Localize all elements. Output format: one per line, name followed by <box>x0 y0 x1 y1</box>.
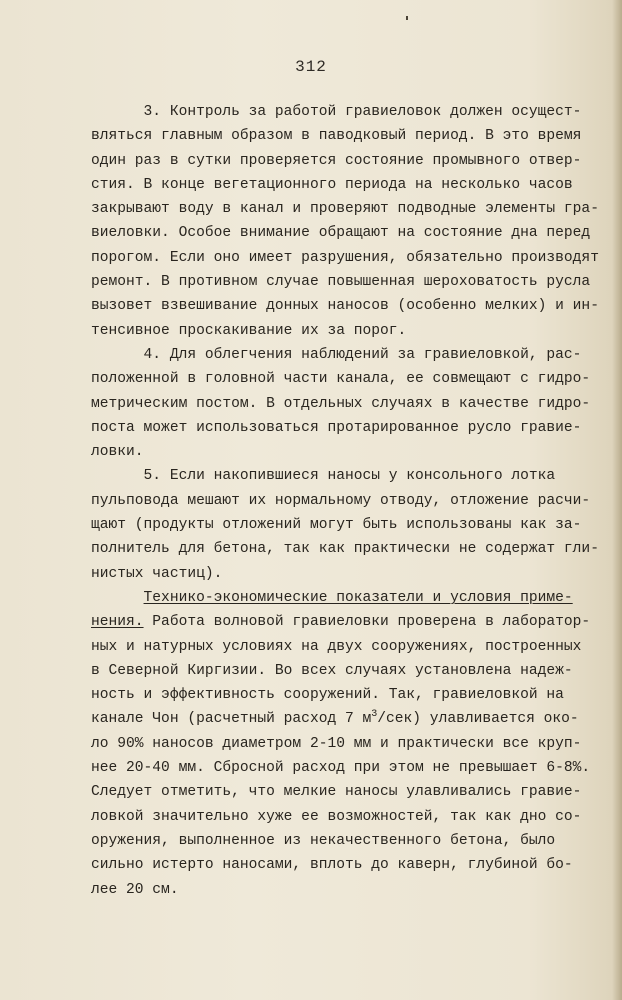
line-text: полнитель для бетона, так как практически не содержат гли- <box>91 541 599 558</box>
line-text: Следует отметить, что мелкие наносы улавливались гравие- <box>91 784 582 801</box>
text-line <box>91 683 601 707</box>
line-text: пульповода мешают их нормальному отводу, отложение расчи- <box>91 492 591 509</box>
page-number: 312 <box>295 58 327 76</box>
line-text: 5. Если накопившиеся наносы у консольного лотка <box>91 468 556 485</box>
line-text: сильно истерто наносами, вплоть до каверн, глубиной бо- <box>91 857 573 874</box>
line-text: порогом. Если оно имеет разрушения, обязательно производят <box>91 249 599 266</box>
line-text: Работа волновой гравиеловки проверена в лаборатор- <box>143 614 591 631</box>
text-line <box>91 464 601 488</box>
line-text: 4. Для облегчения наблюдений за гравиеловкой, рас- <box>91 346 582 363</box>
text-line <box>91 367 601 391</box>
line-text: виеловки. Особое внимание обращают на состояние дна перед <box>91 225 591 242</box>
line-text: нистых частиц). <box>91 565 223 582</box>
text-line <box>91 659 601 683</box>
text-line <box>91 732 601 756</box>
line-text: ремонт. В противном случае повышенная шероховатость русла <box>91 274 591 291</box>
line-text: нее 20-40 мм. Сбросной расход при этом не превышает 6-8%. <box>91 760 591 777</box>
text-line <box>91 294 601 318</box>
paper-speck <box>406 16 408 20</box>
text-line <box>91 343 601 367</box>
text-line <box>91 707 601 731</box>
text-line <box>91 149 601 173</box>
text-line <box>91 878 601 902</box>
line-text: лее 20 см. <box>91 881 179 898</box>
text-line <box>91 610 601 634</box>
line-text: вызовет взвешивание донных наносов (особенно мелких) и ин- <box>91 298 599 315</box>
line-text: стия. В конце вегетационного периода на несколько часов <box>91 176 573 193</box>
line-text: 3. Контроль за работой гравиеловок должен осущест- <box>91 104 582 120</box>
line-text: метрическим постом. В отдельных случаях в качестве гидро- <box>91 395 591 412</box>
text-line <box>91 489 601 513</box>
line-text: щают (продукты отложений могут быть использованы как за- <box>91 517 582 534</box>
text-line <box>91 829 601 853</box>
line-text: ность и эффективность сооружений. Так, гравиеловкой на <box>91 687 564 704</box>
text-line <box>91 173 601 197</box>
text-line <box>91 100 601 124</box>
line-text: ловки. <box>91 444 144 461</box>
page-edge-shadow <box>612 0 622 1000</box>
line-text: положенной в головной части канала, ее совмещают с гидро- <box>91 371 591 388</box>
text-line <box>91 197 601 221</box>
superscript: 3 <box>371 709 378 721</box>
text-line <box>91 635 601 659</box>
line-text: ловкой значительно хуже ее возможностей, так как дно со- <box>91 808 582 825</box>
text-line <box>91 319 601 343</box>
text-line <box>91 416 601 440</box>
body-text <box>91 100 601 902</box>
line-text: оружения, выполненное из некачественного бетона, было <box>91 832 556 849</box>
text-line <box>91 756 601 780</box>
line-text: поста может использоваться протарированное русло гравие- <box>91 419 582 436</box>
line-text: ных и натурных условиях на двух сооружениях, построенных <box>91 638 582 655</box>
text-line <box>91 392 601 416</box>
text-line <box>91 124 601 148</box>
line-text: один раз в сутки проверяется состояние промывного отвер- <box>91 152 582 169</box>
text-line <box>91 537 601 561</box>
text-line <box>91 513 601 537</box>
line-text-after: /сек) улавливается око- <box>377 711 579 728</box>
text-line <box>91 562 601 586</box>
text-line <box>91 270 601 294</box>
line-text: ло 90% наносов диаметром 2-10 мм и практически все круп- <box>91 735 582 752</box>
line-text: закрывают воду в канал и проверяют подводные элементы гра- <box>91 201 599 218</box>
text-line <box>91 246 601 270</box>
text-line <box>91 780 601 804</box>
text-line <box>91 221 601 245</box>
line-indent <box>91 590 144 606</box>
line-text: тенсивное проскакивание их за порог. <box>91 322 407 339</box>
line-text: вляться главным образом в паводковый период. В это время <box>91 128 582 145</box>
text-line <box>91 586 601 610</box>
line-text: канале Чон (расчетный расход 7 м <box>91 711 372 728</box>
underlined-heading: Технико-экономические показатели и условия приме- <box>143 589 573 606</box>
underlined-heading: нения. <box>91 614 144 631</box>
text-line <box>91 805 601 829</box>
line-text: в Северной Киргизии. Во всех случаях установлена надеж- <box>91 662 573 679</box>
text-line <box>91 440 601 464</box>
text-line <box>91 853 601 877</box>
